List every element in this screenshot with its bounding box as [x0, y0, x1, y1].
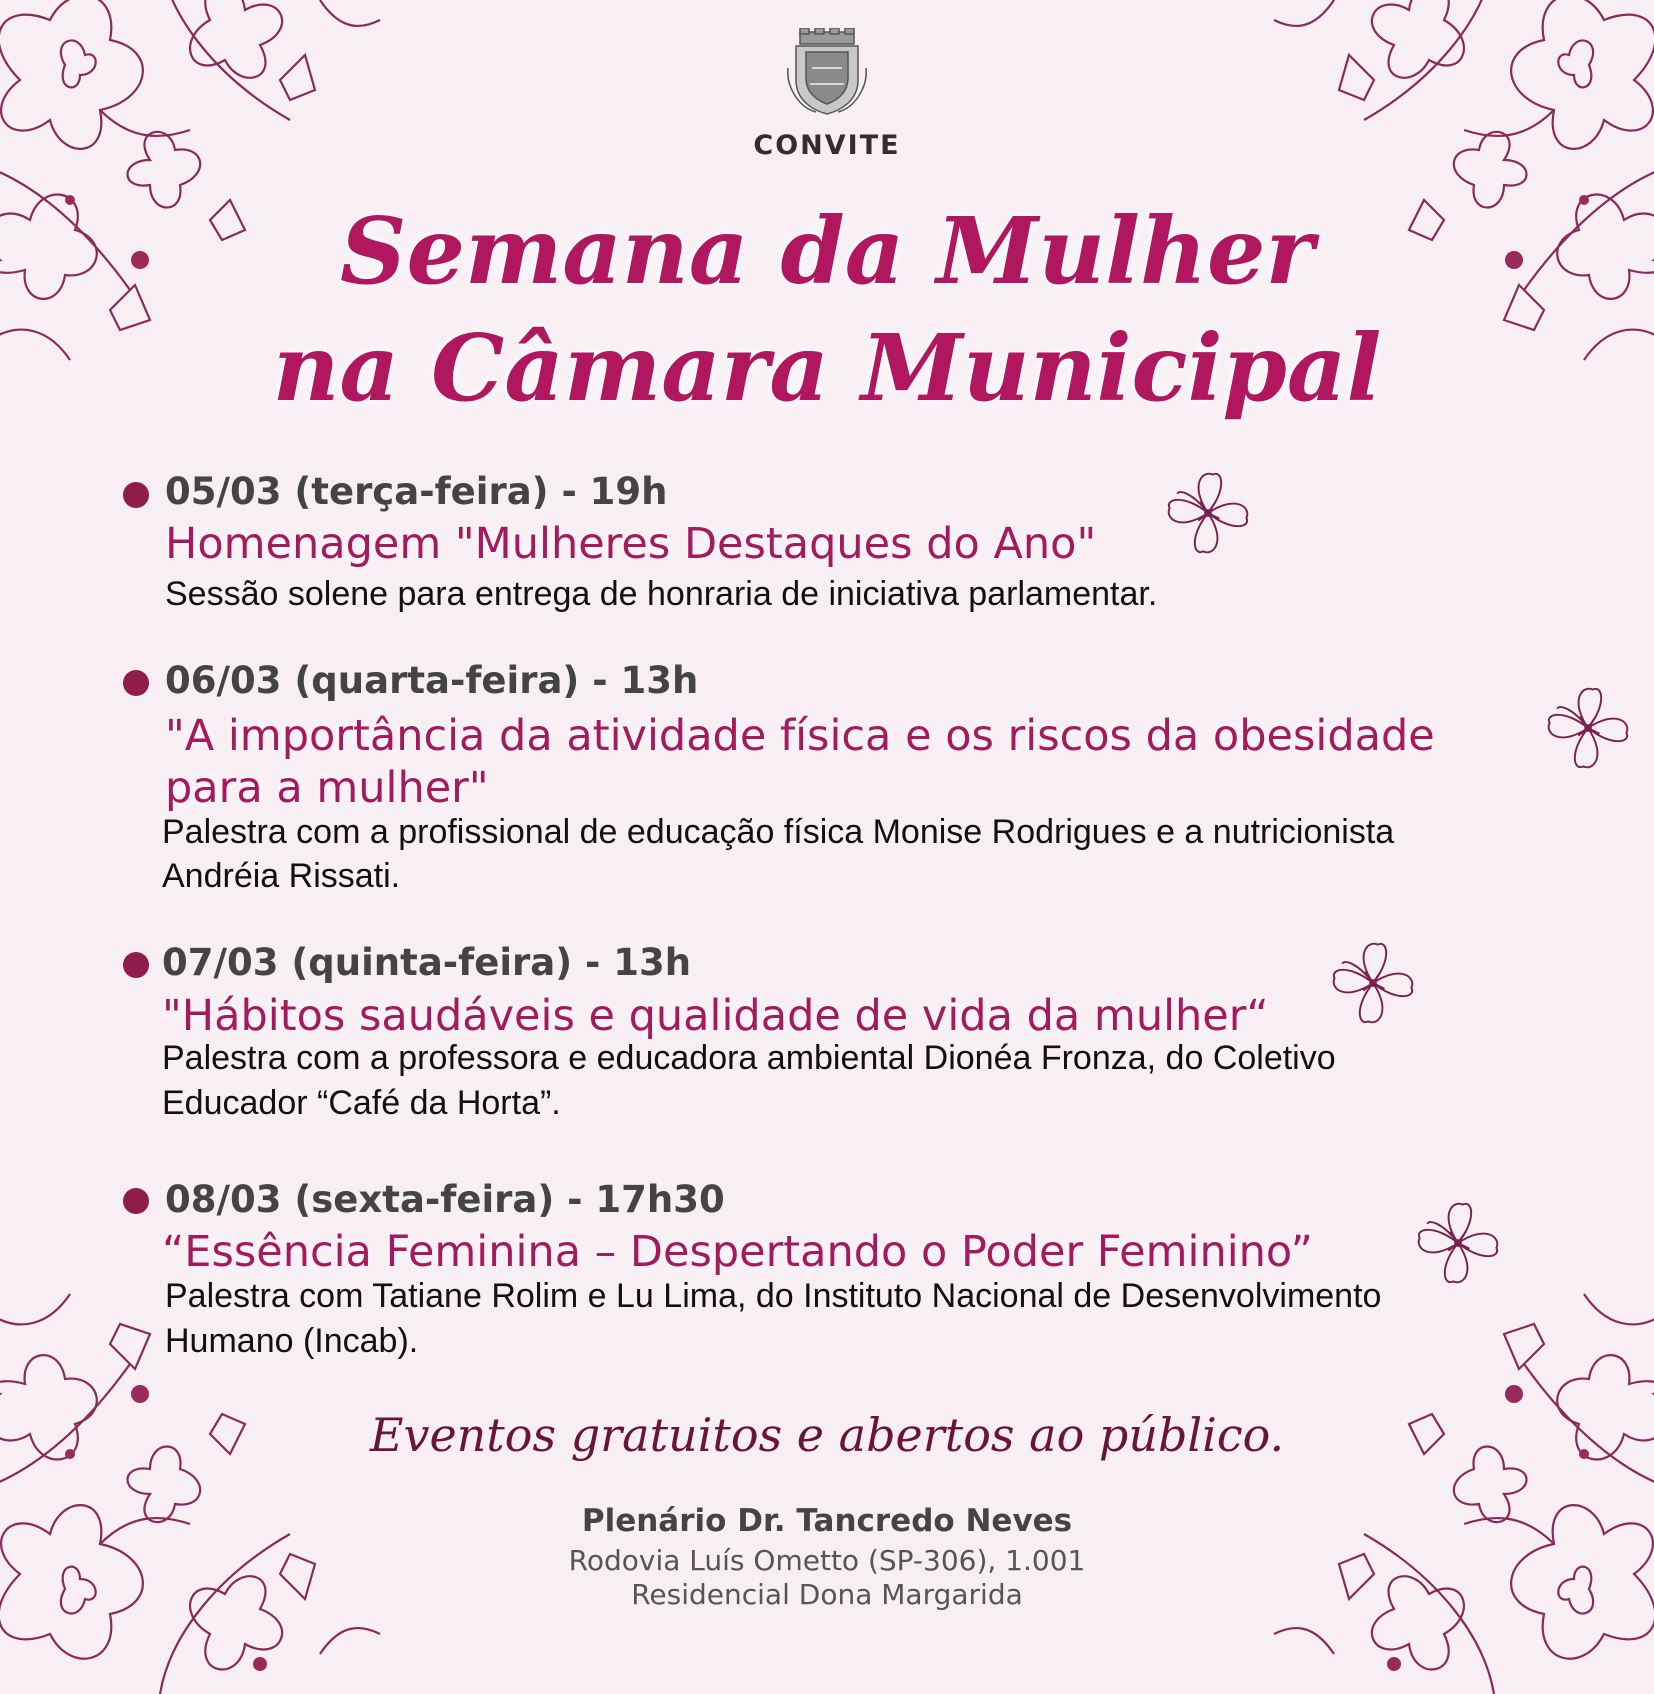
- bullet-icon: [123, 482, 149, 508]
- page-title-line2: na Câmara Municipal: [272, 314, 1382, 422]
- flower-icon: [1540, 680, 1636, 776]
- event-title: para a mulher": [165, 763, 489, 813]
- event-title: Homenagem "Mulheres Destaques do Ano": [165, 519, 1097, 569]
- event-description: Palestra com a profissional de educação física Monise Rodrigues e a nutricionista: [162, 813, 1395, 851]
- page-title-line1: Semana da Mulher: [340, 197, 1314, 305]
- event-title: "A importância da atividade física e os riscos da obesidade: [165, 711, 1435, 761]
- municipal-crest-icon: [786, 28, 868, 116]
- event-date: 08/03 (sexta-feira) - 17h30: [165, 1178, 725, 1221]
- event-description: Palestra com a professora e educadora ambiental Dionéa Fronza, do Coletivo: [162, 1039, 1336, 1077]
- event-date: 07/03 (quinta-feira) - 13h: [162, 941, 692, 984]
- flower-icon: [1410, 1195, 1506, 1291]
- event-description: Educador “Café da Horta”.: [162, 1084, 561, 1122]
- flower-icon: [1325, 935, 1421, 1031]
- invitation-label: CONVITE: [753, 130, 901, 161]
- bullet-icon: [123, 952, 149, 978]
- event-description: Andréia Rissati.: [162, 857, 401, 895]
- event-description: Humano (Incab).: [165, 1322, 419, 1360]
- venue-address-line2: Residencial Dona Margarida: [631, 1578, 1023, 1611]
- event-description: Sessão solene para entrega de honraria de iniciativa parlamentar.: [165, 575, 1158, 613]
- event-title: “Essência Feminina – Despertando o Poder Feminino”: [162, 1227, 1313, 1277]
- event-date: 05/03 (terça-feira) - 19h: [165, 470, 668, 513]
- event-date: 06/03 (quarta-feira) - 13h: [165, 659, 699, 702]
- venue-address-line1: Rodovia Luís Ometto (SP-306), 1.001: [568, 1544, 1086, 1577]
- event-description: Palestra com Tatiane Rolim e Lu Lima, do Instituto Nacional de Desenvolvimento: [165, 1277, 1382, 1315]
- bullet-icon: [123, 1188, 149, 1214]
- venue-name: Plenário Dr. Tancredo Neves: [581, 1503, 1073, 1539]
- bullet-icon: [123, 670, 149, 696]
- event-title: "Hábitos saudáveis e qualidade de vida da mulher“: [162, 991, 1269, 1041]
- flower-icon: [1160, 465, 1256, 561]
- footer-tagline: Eventos gratuitos e abertos ao público.: [369, 1408, 1285, 1462]
